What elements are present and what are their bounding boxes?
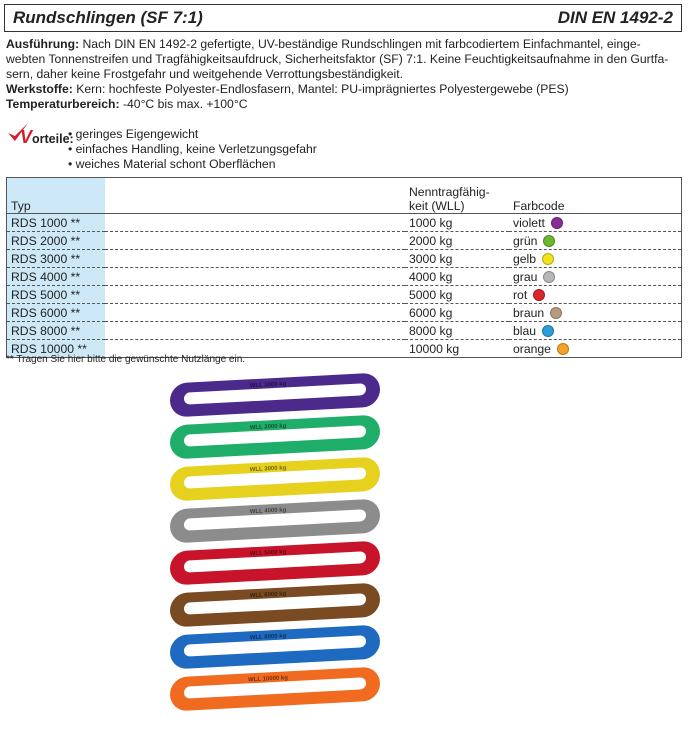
- table-row: [7, 214, 682, 232]
- cell-typ: RDS 10000 **: [7, 340, 106, 358]
- cell-wll: 6000 kg: [405, 304, 509, 322]
- color-swatch: [551, 217, 563, 229]
- werkstoffe-text: Kern: hochfeste Polyester-Endlosfasern, Mantel: PU-imprägniertes Polyestergewebe (PES): [72, 82, 569, 96]
- sling-label: WLL 1000 kg: [249, 381, 287, 390]
- col-farbcode: Farbcode: [509, 178, 682, 214]
- footnote: ** Tragen Sie hier bitte die gewünschte Nutzlänge ein.: [6, 354, 246, 365]
- cell-color: rot: [509, 286, 682, 304]
- vorteile-label: Vorteile:: [20, 127, 74, 147]
- sling-8: [170, 666, 380, 711]
- col-typ: Typ: [7, 178, 106, 214]
- temperatur-label: Temperaturbereich:: [6, 97, 120, 111]
- table-row: [7, 286, 682, 304]
- ausfuehrung-line2: webten Tonnenstreifen und Tragfähigkeitsaufdruck, Sicherheitsfaktor (SF) 7:1. Keine Feuchtigkeitsaufnahme in den Gurtfa-: [6, 52, 669, 66]
- cell-color: gelb: [509, 250, 682, 268]
- cell-typ: RDS 1000 **: [7, 214, 106, 232]
- cell-wll: 10000 kg: [409, 341, 460, 356]
- cell-wll: 8000 kg: [405, 322, 509, 340]
- color-swatch: [543, 235, 555, 247]
- cell-color: orange: [509, 340, 682, 358]
- page-title: Rundschlingen (SF 7:1): [13, 8, 203, 27]
- sling-3: [170, 456, 380, 501]
- cell-color: grün: [509, 232, 682, 250]
- cell-color: blau: [509, 322, 682, 340]
- table-header: [7, 178, 682, 214]
- col-wll: Nenntragfähig- keit (WLL): [405, 178, 509, 214]
- sling-label: WLL 3000 kg: [249, 465, 287, 474]
- cell-wll: 2000 kg: [405, 232, 509, 250]
- temperatur-paragraph: [6, 97, 682, 112]
- sling-5: [170, 540, 380, 585]
- cell-typ: RDS 6000 **: [7, 304, 106, 322]
- ausfuehrung-line1: Nach DIN EN 1492-2 gefertigte, UV-beständige Rundschlingen mit farbcodiertem Einfachmantel, einge-: [79, 37, 641, 51]
- color-swatch: [542, 253, 554, 265]
- cell-typ: RDS 3000 **: [7, 250, 106, 268]
- table-row: [7, 232, 682, 250]
- list-item: • geringes Eigengewicht: [68, 127, 199, 141]
- vorteile-list: [68, 127, 317, 172]
- cell-wll: 3000 kg: [405, 250, 509, 268]
- sling-label: WLL 8000 kg: [249, 633, 287, 642]
- sling-1: [170, 372, 380, 417]
- sling-label: WLL 6000 kg: [249, 591, 287, 600]
- ausfuehrung-line3: sern, daher keine Frostgefahr und weitgehende Verrottungsbeständigkeit.: [6, 67, 404, 81]
- werkstoffe-label: Werkstoffe:: [6, 82, 73, 96]
- ausfuehrung-label: Ausführung:: [6, 37, 80, 51]
- temperatur-text: -40°C bis max. +100°C: [119, 97, 248, 111]
- table-row: [7, 250, 682, 268]
- werkstoffe-paragraph: [6, 82, 682, 97]
- cell-wll: 1000 kg: [405, 214, 509, 232]
- cell-typ: RDS 8000 **: [7, 322, 106, 340]
- list-item: • weiches Material schont Oberflächen: [68, 157, 276, 171]
- cell-color: grau: [509, 268, 682, 286]
- sling-2: [170, 414, 380, 459]
- color-swatch: [557, 343, 569, 355]
- sling-7: [170, 624, 380, 669]
- cell-typ: RDS 4000 **: [7, 268, 106, 286]
- sling-4: [170, 498, 380, 543]
- cell-typ: RDS 5000 **: [7, 286, 106, 304]
- ausfuehrung-paragraph: [6, 37, 682, 82]
- list-item: • einfaches Handling, keine Verletzungsgefahr: [68, 142, 317, 156]
- table-row: [7, 304, 682, 322]
- standard-label: DIN EN 1492-2: [557, 8, 673, 27]
- color-swatch: [542, 325, 554, 337]
- cell-wll: 4000 kg: [405, 268, 509, 286]
- cell-wll: 5000 kg: [405, 286, 509, 304]
- cell-color: violett: [509, 214, 682, 232]
- cell-color: braun: [509, 304, 682, 322]
- spec-table: [6, 177, 682, 358]
- table-row: [7, 322, 682, 340]
- sling-photo: [160, 370, 400, 728]
- sling-label: WLL 2000 kg: [249, 423, 287, 432]
- color-swatch: [543, 271, 555, 283]
- sling-6: [170, 582, 380, 627]
- sling-label: WLL 5000 kg: [249, 549, 287, 558]
- sling-label: WLL 4000 kg: [249, 507, 287, 516]
- color-swatch: [533, 289, 545, 301]
- color-swatch: [550, 307, 562, 319]
- table-row: [7, 268, 682, 286]
- cell-typ: RDS 2000 **: [7, 232, 106, 250]
- sling-label: WLL 10000 kg: [248, 675, 288, 684]
- title-bar: [4, 4, 682, 32]
